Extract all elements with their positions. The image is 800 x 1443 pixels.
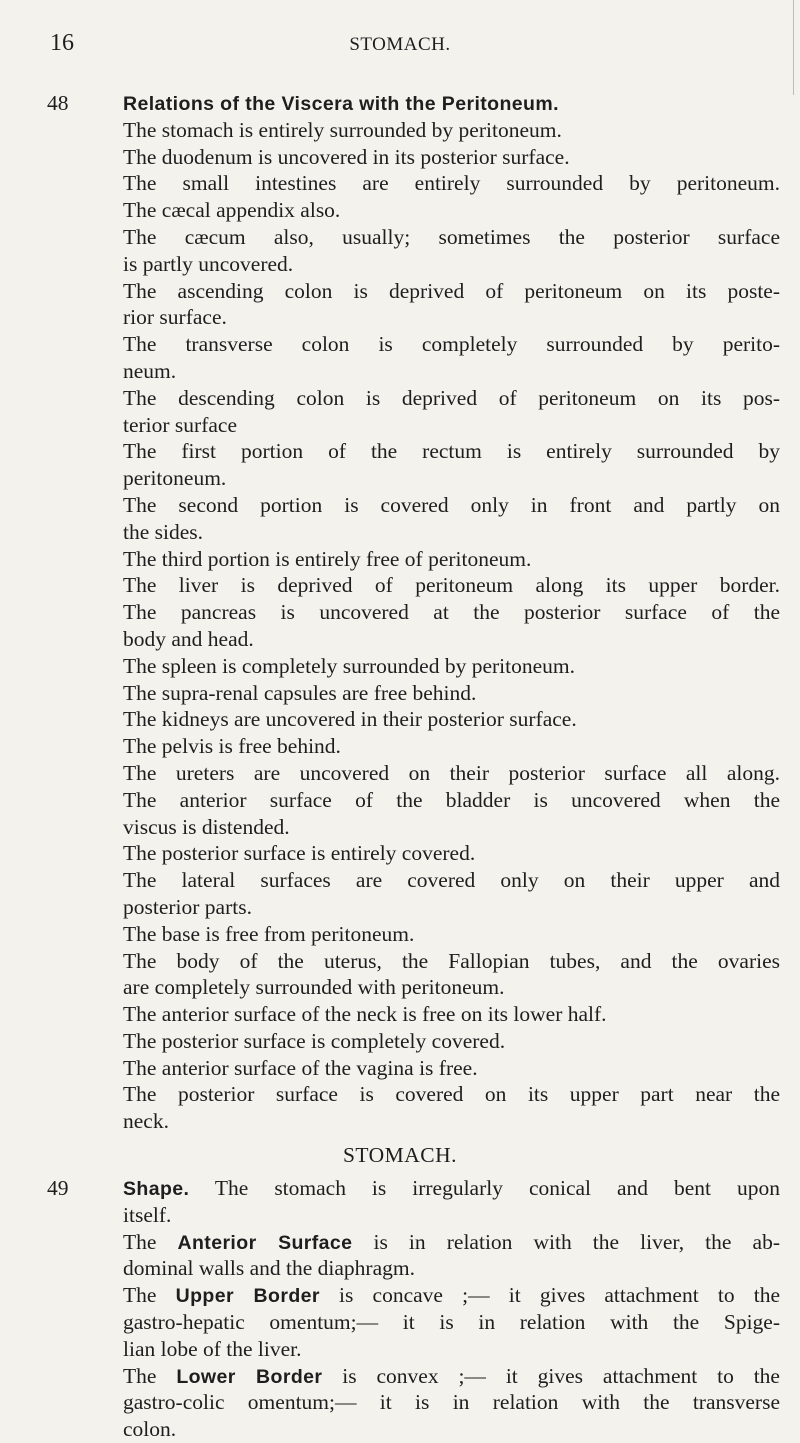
section-number-48: 48 xyxy=(47,91,69,115)
section-49-first-line xyxy=(0,1175,780,1202)
text-line: The supra-renal capsules are free behind. xyxy=(123,680,477,705)
text-run: is in relation with the liver, the ab- xyxy=(352,1229,780,1254)
text-line: dominal walls and the diaphragm. xyxy=(123,1256,415,1281)
text-line: neum. xyxy=(123,358,177,383)
text-line: posterior parts. xyxy=(123,894,252,919)
text-run: The xyxy=(123,1229,178,1254)
text-line: The stomach is entirely surrounded by peritoneum. xyxy=(123,117,562,142)
text-line: The transverse colon is completely surrounded by perito- xyxy=(123,332,780,357)
text-line: The pelvis is free behind. xyxy=(123,734,341,759)
page-body xyxy=(0,90,800,1443)
text-run: is concave ;— it gives attachment to the xyxy=(319,1283,781,1308)
lower-border-heading: Lower Border xyxy=(176,1365,323,1388)
text-line: itself. xyxy=(123,1202,172,1227)
text-line: viscus is distended. xyxy=(123,814,290,839)
text-line: The second portion is covered only in front and partly on xyxy=(123,492,780,517)
upper-border-heading: Upper Border xyxy=(175,1285,320,1308)
upper-border-line xyxy=(0,1282,780,1309)
text-line: The spleen is completely surrounded by peritoneum. xyxy=(123,653,575,678)
text-line: rior surface. xyxy=(123,305,227,330)
shape-heading: Shape. xyxy=(123,1178,190,1201)
text-line: The kidneys are uncovered in their posterior surface. xyxy=(123,707,577,732)
text-line: colon. xyxy=(123,1417,177,1442)
page-header xyxy=(0,26,800,62)
section-48-heading-line xyxy=(0,90,780,117)
text-line: The small intestines are entirely surrounded by peritoneum. xyxy=(123,171,780,196)
text-line: gastro-hepatic omentum;— it is in relation with the Spige- xyxy=(123,1310,780,1335)
text-line: The pancreas is uncovered at the posterior surface of the xyxy=(123,600,780,625)
text-line: The cæcal appendix also. xyxy=(123,198,341,223)
text-line: terior surface xyxy=(123,412,237,437)
anterior-surface-heading: Anterior Surface xyxy=(177,1231,353,1254)
text-run: is convex ;— it gives attachment to the xyxy=(322,1363,780,1388)
text-line: The duodenum is uncovered in its posterior surface. xyxy=(123,144,570,169)
text-line: The anterior surface of the bladder is uncovered when the xyxy=(123,787,780,812)
text-line: The third portion is entirely free of peritoneum. xyxy=(123,546,532,571)
text-line: The body of the uterus, the Fallopian tubes, and the ovaries xyxy=(123,948,780,973)
text-line: gastro-colic omentum;— it is in relation with the transverse xyxy=(123,1390,780,1415)
text-line: is partly uncovered. xyxy=(123,251,294,276)
text-line: The first portion of the rectum is entirely surrounded by xyxy=(123,439,780,464)
shape-text: The stomach is irregularly conical and bent upon xyxy=(189,1176,780,1201)
text-line: The ureters are uncovered on their posterior surface all along. xyxy=(123,760,780,785)
text-line: neck. xyxy=(123,1109,169,1134)
text-run: The xyxy=(123,1363,177,1388)
section-number-49: 49 xyxy=(47,1176,69,1201)
text-line: The lateral surfaces are covered only on their upper and xyxy=(123,868,780,893)
text-line: the sides. xyxy=(123,519,204,544)
running-head: STOMACH. xyxy=(349,34,451,55)
text-run: The xyxy=(123,1283,176,1308)
text-line: are completely surrounded with peritoneum. xyxy=(123,975,505,1000)
text-line: body and head. xyxy=(123,626,254,651)
anterior-surface-line xyxy=(0,1229,780,1256)
text-line: The anterior surface of the neck is free on its lower half. xyxy=(123,1002,607,1027)
text-line: The posterior surface is completely covered. xyxy=(123,1028,506,1053)
text-line: The anterior surface of the vagina is free. xyxy=(123,1055,478,1080)
text-line: peritoneum. xyxy=(123,466,227,491)
section-48-heading: Relations of the Viscera with the Peritoneum. xyxy=(123,93,559,115)
text-line: The posterior surface is covered on its upper part near the xyxy=(123,1082,780,1107)
text-line: The base is free from peritoneum. xyxy=(123,921,415,946)
text-line: The cæcum also, usually; sometimes the posterior surface xyxy=(123,224,780,249)
stomach-section-heading: STOMACH. xyxy=(342,1143,458,1168)
page-number: 16 xyxy=(50,30,74,56)
text-line: lian lobe of the liver. xyxy=(123,1336,302,1361)
text-line: The descending colon is deprived of peritoneum on its pos- xyxy=(123,385,780,410)
text-line: The ascending colon is deprived of peritoneum on its poste- xyxy=(123,278,780,303)
text-line: The liver is deprived of peritoneum along its upper border. xyxy=(123,573,780,598)
text-line: The posterior surface is entirely covered. xyxy=(123,841,476,866)
